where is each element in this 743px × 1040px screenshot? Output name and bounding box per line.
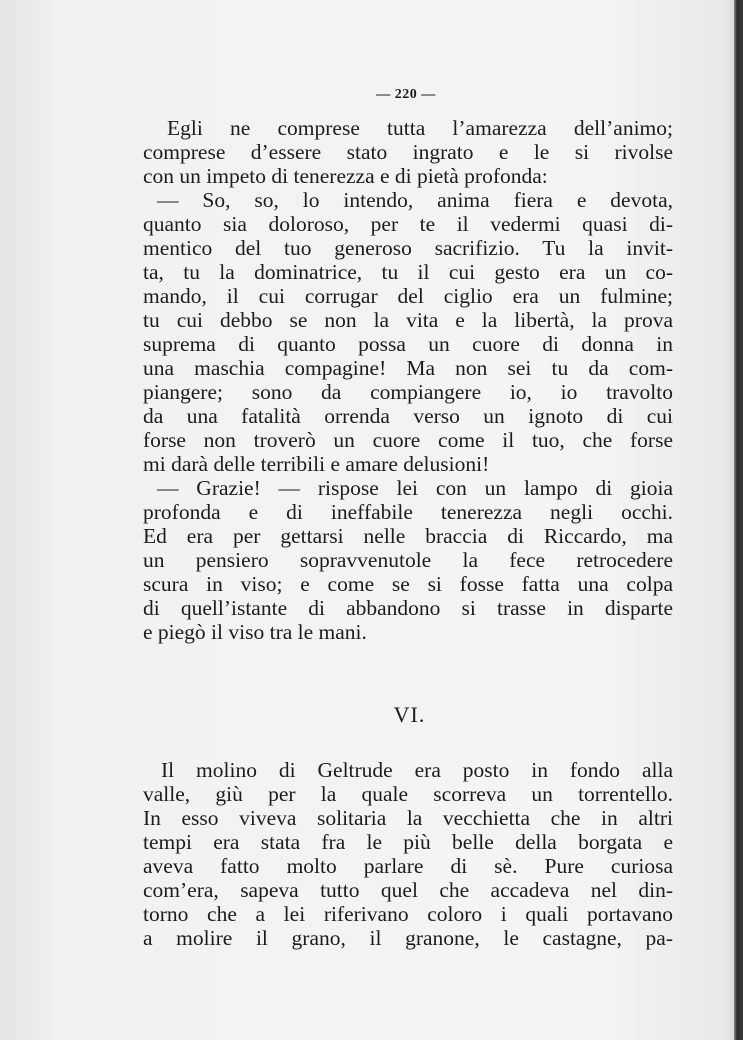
text-line: con un impeto di tenerezza e di pietà profonda: xyxy=(143,164,548,188)
text-line: tu cui debbo se non la vita e la libertà, la prova xyxy=(143,308,673,332)
text-line: — So, so, lo intendo, anima fiera e devota, xyxy=(157,188,673,212)
text-line: In esso viveva solitaria la vecchietta che in altri xyxy=(143,806,673,830)
text-line: valle, giù per la quale scorreva un torrentello. xyxy=(143,782,673,806)
page-number: — 220 — xyxy=(376,87,436,102)
text-line: tempi era stata fra le più belle della borgata e xyxy=(143,830,673,854)
text-line: una maschia compagine! Ma non sei tu da com- xyxy=(143,356,673,380)
chapter-heading: VI. xyxy=(393,702,426,727)
text-line: piangere; sono da compiangere io, io travolto xyxy=(143,380,673,404)
text-line: a molire il grano, il granone, le castagne, pa- xyxy=(143,926,673,950)
text-line: ta, tu la dominatrice, tu il cui gesto era un co- xyxy=(143,260,673,284)
text-line: comprese d’essere stato ingrato e le si rivolse xyxy=(143,140,673,164)
text-line: — Grazie! — rispose lei con un lampo di gioia xyxy=(157,476,673,500)
text-line: profonda e di ineffabile tenerezza negli occhi. xyxy=(143,500,673,524)
text-line: quanto sia doloroso, per te il vedermi quasi di- xyxy=(143,212,673,236)
text-line: mi darà delle terribili e amare delusioni! xyxy=(143,452,490,476)
text-line: un pensiero sopravvenutole la fece retrocedere xyxy=(143,548,673,572)
text-line: di quell’istante di abbandono si trasse in disparte xyxy=(143,596,673,620)
text-line: mando, il cui corrugar del ciglio era un fulmine; xyxy=(143,284,673,308)
text-line: com’era, sapeva tutto quel che accadeva nel din- xyxy=(143,878,673,902)
text-line: Egli ne comprese tutta l’amarezza dell’animo; xyxy=(167,116,673,140)
text-line: Il molino di Geltrude era posto in fondo alla xyxy=(161,758,673,782)
page-edge-shadow xyxy=(734,0,743,1040)
text-line: e piegò il viso tra le mani. xyxy=(143,620,367,644)
text-block-top xyxy=(143,116,673,644)
text-line: Ed era per gettarsi nelle braccia di Riccardo, ma xyxy=(143,524,673,548)
text-line: aveva fatto molto parlare di sè. Pure curiosa xyxy=(143,854,673,878)
text-line: suprema di quanto possa un cuore di donna in xyxy=(143,332,673,356)
text-line: forse non troverò un cuore come il tuo, che forse xyxy=(143,428,673,452)
text-block-bottom xyxy=(143,758,673,950)
text-line: da una fatalità orrenda verso un ignoto di cui xyxy=(143,404,673,428)
text-line: torno che a lei riferivano coloro i quali portavano xyxy=(143,902,673,926)
text-line: scura in viso; e come se si fosse fatta una colpa xyxy=(143,572,673,596)
text-line: mentico del tuo generoso sacrifizio. Tu la invit- xyxy=(143,236,673,260)
